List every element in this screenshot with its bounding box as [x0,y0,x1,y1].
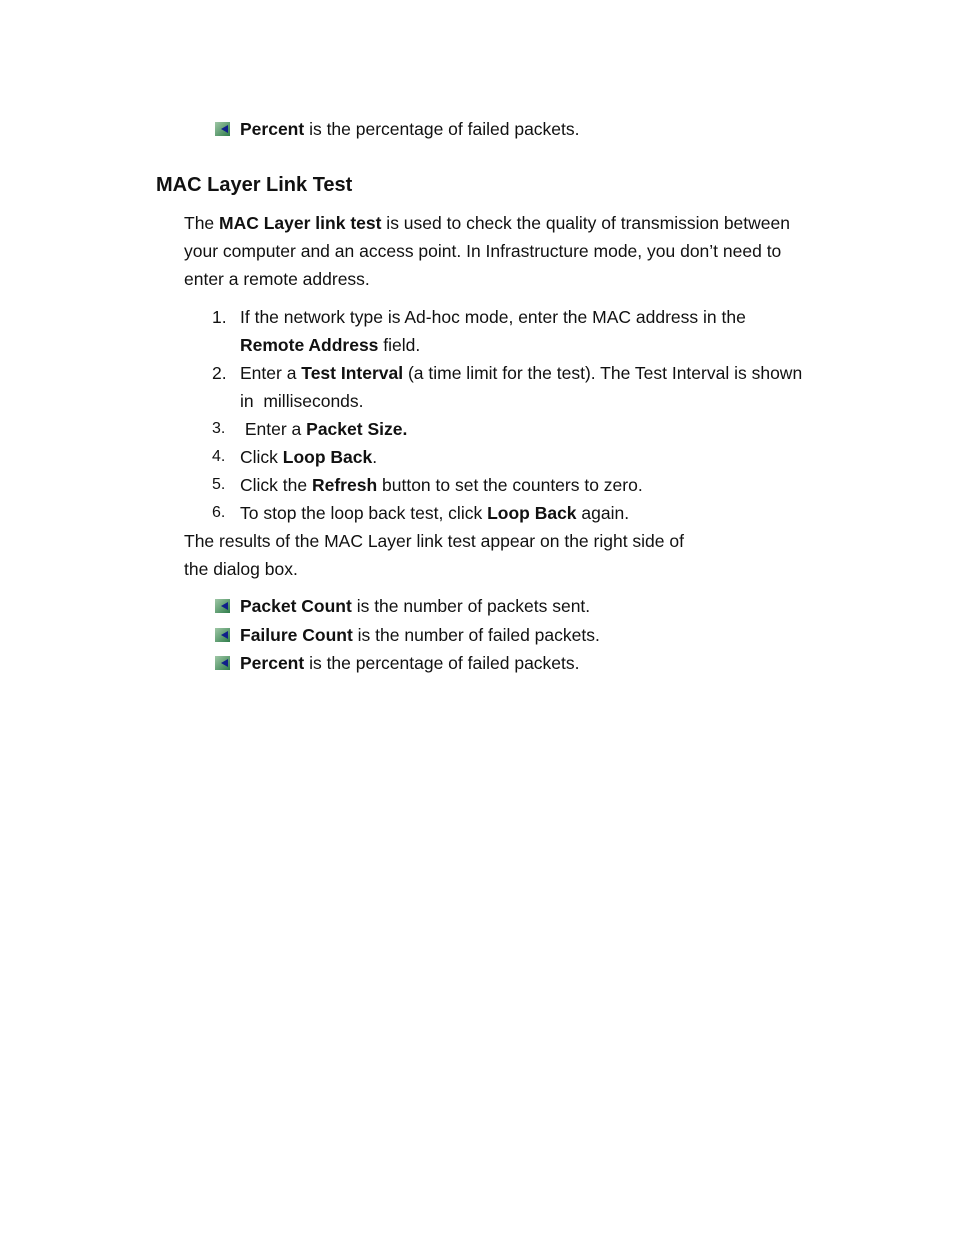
step-number: 3. [212,420,226,437]
bullet-arrow-icon [215,122,230,136]
step-term: Test Interval [301,363,404,383]
step-number: 5. [212,476,226,493]
intro-line-1: The MAC Layer link test is used to check the quality of transmission between [184,213,790,233]
intro-term: MAC Layer link test [219,213,382,233]
step-term: Refresh [311,475,378,495]
step-number: 2. [212,363,227,383]
results-line-2: the dialog box. [184,559,298,579]
section-heading: MAC Layer Link Test [156,174,353,196]
step-term: Loop Back [487,503,577,523]
bullet-arrow-icon [215,628,230,642]
step-term: Remote Address [240,335,379,355]
step-term: Loop Back [282,447,373,467]
step-term: Packet Size. [306,419,408,439]
bullet-arrow-icon [215,599,230,613]
bullet-term: Failure Count [240,625,353,645]
intro-line-3: enter a remote address. [184,269,370,289]
bullet-term: Packet Count [240,596,352,616]
bullet-term: Percent [240,653,305,673]
bullet-term: Percent [240,119,305,139]
step-number: 4. [212,448,226,465]
bullet-description: is the number of failed packets. [352,625,600,645]
intro-line-2: your computer and an access point. In Infrastructure mode, you don’t need to [184,241,782,261]
step-number: 6. [212,504,226,521]
bullet-description: is the percentage of failed packets. [304,119,580,139]
bullet-arrow-icon [215,656,230,670]
step-number: 1. [212,307,227,327]
bullet-description: is the percentage of failed packets. [304,653,580,673]
bullet-description: is the number of packets sent. [351,596,591,616]
results-line-1: The results of the MAC Layer link test appear on the right side of [184,531,684,551]
